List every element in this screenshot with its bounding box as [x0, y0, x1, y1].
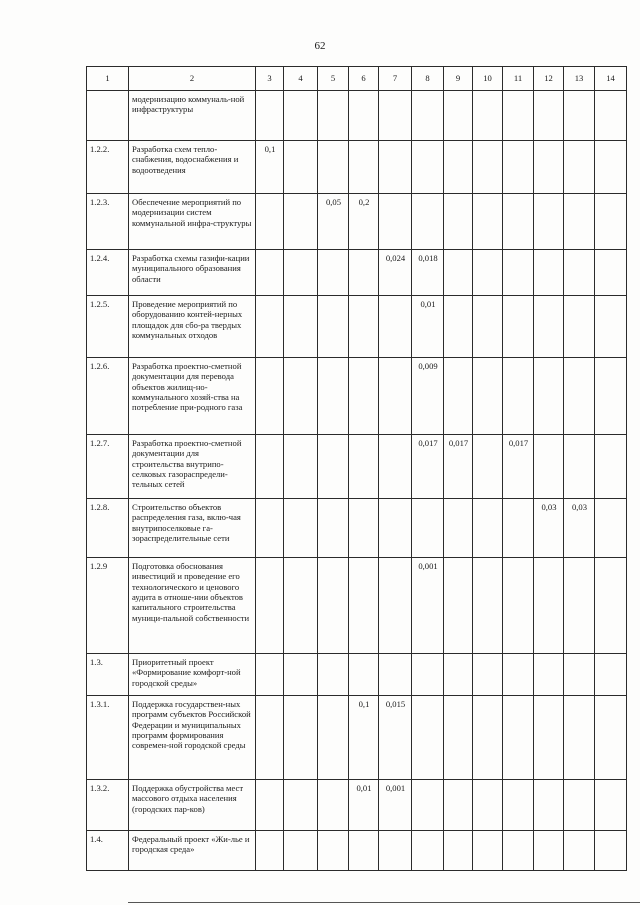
value-cell	[349, 558, 379, 654]
value-cell	[473, 499, 503, 558]
program-table	[86, 66, 627, 871]
value-cell	[595, 141, 627, 194]
value-cell	[534, 696, 564, 780]
value-cell	[473, 91, 503, 141]
value-cell: 0,1	[349, 696, 379, 780]
value-cell	[349, 499, 379, 558]
value-cell	[503, 141, 534, 194]
row-description: Разработка схем тепло-снабжения, водоснабжения и водоотведения	[129, 141, 256, 194]
value-cell	[256, 250, 284, 296]
value-cell: 0,03	[534, 499, 564, 558]
value-cell	[564, 194, 595, 250]
value-cell	[444, 780, 473, 831]
value-cell	[444, 296, 473, 358]
table-row	[87, 558, 627, 654]
value-cell	[473, 780, 503, 831]
value-cell	[534, 780, 564, 831]
value-cell	[379, 194, 412, 250]
table-row	[87, 194, 627, 250]
value-cell	[318, 435, 349, 499]
column-header: 9	[444, 67, 473, 91]
value-cell	[284, 358, 318, 435]
value-cell	[595, 358, 627, 435]
value-cell	[256, 194, 284, 250]
table-row	[87, 358, 627, 435]
row-description: Обеспечение мероприятий по модернизации систем коммунальной инфра-структуры	[129, 194, 256, 250]
table-row	[87, 296, 627, 358]
value-cell	[595, 435, 627, 499]
value-cell	[503, 91, 534, 141]
row-description: Разработка проектно-сметной документации для перевода объектов жилищ-но-коммунального хозяй-ства на потребление при-родного газа	[129, 358, 256, 435]
value-cell	[284, 499, 318, 558]
value-cell: 0,017	[444, 435, 473, 499]
value-cell: 0,01	[349, 780, 379, 831]
value-cell	[503, 558, 534, 654]
row-description: Разработка проектно-сметной документации для строительства внутрипо-селковых газораспредели-тельных сетей	[129, 435, 256, 499]
value-cell	[412, 654, 444, 696]
value-cell	[256, 831, 284, 871]
row-number: 1.3.2.	[87, 780, 129, 831]
row-number: 1.2.7.	[87, 435, 129, 499]
value-cell	[473, 358, 503, 435]
value-cell	[318, 831, 349, 871]
value-cell	[473, 296, 503, 358]
value-cell	[564, 696, 595, 780]
value-cell	[412, 696, 444, 780]
value-cell	[379, 91, 412, 141]
value-cell	[473, 250, 503, 296]
value-cell	[318, 91, 349, 141]
value-cell	[595, 654, 627, 696]
value-cell	[379, 831, 412, 871]
column-header: 6	[349, 67, 379, 91]
value-cell: 0,001	[412, 558, 444, 654]
value-cell	[256, 296, 284, 358]
value-cell	[564, 558, 595, 654]
value-cell	[349, 91, 379, 141]
value-cell	[256, 91, 284, 141]
column-header: 11	[503, 67, 534, 91]
value-cell	[256, 358, 284, 435]
value-cell: 0,024	[379, 250, 412, 296]
value-cell	[379, 141, 412, 194]
row-description: Приоритетный проект «Формирование комфорт-ной городской среды»	[129, 654, 256, 696]
column-header: 2	[129, 67, 256, 91]
value-cell	[349, 654, 379, 696]
value-cell	[256, 654, 284, 696]
table-row	[87, 91, 627, 141]
value-cell	[444, 499, 473, 558]
value-cell	[473, 831, 503, 871]
value-cell	[534, 194, 564, 250]
value-cell: 0,1	[256, 141, 284, 194]
value-cell	[595, 91, 627, 141]
value-cell	[412, 194, 444, 250]
value-cell	[444, 194, 473, 250]
value-cell	[318, 250, 349, 296]
value-cell	[256, 558, 284, 654]
column-header: 12	[534, 67, 564, 91]
value-cell	[412, 780, 444, 831]
value-cell: 0,01	[412, 296, 444, 358]
value-cell	[444, 831, 473, 871]
page-bottom-rule	[128, 902, 640, 903]
value-cell	[349, 831, 379, 871]
value-cell	[595, 780, 627, 831]
table-row	[87, 831, 627, 871]
column-header: 1	[87, 67, 129, 91]
value-cell	[256, 780, 284, 831]
value-cell	[284, 558, 318, 654]
value-cell	[503, 696, 534, 780]
value-cell	[284, 141, 318, 194]
value-cell	[503, 780, 534, 831]
value-cell	[379, 358, 412, 435]
value-cell	[503, 358, 534, 435]
value-cell	[564, 141, 595, 194]
value-cell	[284, 296, 318, 358]
value-cell	[256, 696, 284, 780]
value-cell	[534, 141, 564, 194]
value-cell	[534, 250, 564, 296]
row-description: Строительство объектов распределения газа, вклю-чая внутрипоселковые га-зораспределительные сети	[129, 499, 256, 558]
value-cell: 0,017	[412, 435, 444, 499]
value-cell	[534, 358, 564, 435]
column-header: 7	[379, 67, 412, 91]
value-cell	[595, 696, 627, 780]
table-body	[87, 67, 627, 871]
value-cell	[503, 194, 534, 250]
value-cell	[444, 141, 473, 194]
value-cell	[284, 91, 318, 141]
value-cell	[503, 654, 534, 696]
row-number: 1.2.4.	[87, 250, 129, 296]
value-cell	[318, 141, 349, 194]
header-row	[87, 67, 627, 91]
value-cell: 0,015	[379, 696, 412, 780]
row-description: Поддержка государствен-ных программ субъектов Российской Федерации и муниципальных программ формирования современ-ной городской среды	[129, 696, 256, 780]
value-cell	[379, 499, 412, 558]
value-cell	[503, 831, 534, 871]
value-cell	[564, 654, 595, 696]
value-cell	[503, 296, 534, 358]
table-row	[87, 250, 627, 296]
row-description: модернизацию коммуналь-ной инфраструктуры	[129, 91, 256, 141]
value-cell	[349, 296, 379, 358]
value-cell	[473, 696, 503, 780]
row-number: 1.3.1.	[87, 696, 129, 780]
page-number: 62	[314, 40, 326, 52]
row-description: Федеральный проект «Жи-лье и городская среда»	[129, 831, 256, 871]
value-cell	[503, 250, 534, 296]
value-cell	[473, 194, 503, 250]
value-cell	[595, 499, 627, 558]
table-row	[87, 780, 627, 831]
value-cell	[284, 194, 318, 250]
value-cell	[534, 91, 564, 141]
value-cell	[444, 250, 473, 296]
value-cell	[379, 558, 412, 654]
value-cell	[284, 654, 318, 696]
row-number: 1.2.2.	[87, 141, 129, 194]
value-cell	[256, 499, 284, 558]
value-cell	[284, 831, 318, 871]
value-cell	[564, 435, 595, 499]
table-row	[87, 654, 627, 696]
value-cell: 0,03	[564, 499, 595, 558]
column-header: 14	[595, 67, 627, 91]
value-cell	[534, 558, 564, 654]
value-cell	[503, 499, 534, 558]
column-header: 4	[284, 67, 318, 91]
value-cell: 0,009	[412, 358, 444, 435]
column-header: 13	[564, 67, 595, 91]
value-cell	[349, 141, 379, 194]
row-number: 1.2.5.	[87, 296, 129, 358]
row-number: 1.2.8.	[87, 499, 129, 558]
value-cell	[595, 296, 627, 358]
value-cell	[595, 558, 627, 654]
value-cell	[564, 250, 595, 296]
value-cell	[473, 141, 503, 194]
value-cell	[412, 831, 444, 871]
value-cell	[444, 558, 473, 654]
column-header: 10	[473, 67, 503, 91]
value-cell	[256, 435, 284, 499]
value-cell	[564, 296, 595, 358]
value-cell	[595, 250, 627, 296]
value-cell	[379, 296, 412, 358]
value-cell	[564, 358, 595, 435]
value-cell	[349, 435, 379, 499]
value-cell	[284, 250, 318, 296]
value-cell	[444, 654, 473, 696]
value-cell	[473, 654, 503, 696]
row-description: Разработка схемы газифи-кации муниципального образования области	[129, 250, 256, 296]
value-cell	[534, 654, 564, 696]
row-number: 1.2.3.	[87, 194, 129, 250]
value-cell	[318, 780, 349, 831]
value-cell	[444, 358, 473, 435]
value-cell	[564, 91, 595, 141]
value-cell	[318, 499, 349, 558]
table-row	[87, 696, 627, 780]
value-cell	[284, 780, 318, 831]
row-description: Подготовка обоснования инвестиций и проведение его технологического и ценового аудита в отноше-нии объектов капитального строительства муници-пальной собственности	[129, 558, 256, 654]
row-number: 1.3.	[87, 654, 129, 696]
value-cell	[534, 296, 564, 358]
value-cell	[473, 435, 503, 499]
table-row	[87, 499, 627, 558]
value-cell	[595, 831, 627, 871]
value-cell: 0,017	[503, 435, 534, 499]
value-cell	[318, 654, 349, 696]
value-cell	[412, 91, 444, 141]
value-cell	[318, 358, 349, 435]
row-description: Поддержка обустройства мест массового отдыха населения (городских пар-ков)	[129, 780, 256, 831]
value-cell	[349, 358, 379, 435]
value-cell	[534, 435, 564, 499]
value-cell: 0,2	[349, 194, 379, 250]
table-row	[87, 435, 627, 499]
value-cell	[318, 696, 349, 780]
value-cell: 0,001	[379, 780, 412, 831]
value-cell	[379, 435, 412, 499]
column-header: 3	[256, 67, 284, 91]
column-header: 8	[412, 67, 444, 91]
value-cell	[412, 499, 444, 558]
value-cell	[284, 696, 318, 780]
row-number: 1.2.6.	[87, 358, 129, 435]
value-cell	[534, 831, 564, 871]
column-header: 5	[318, 67, 349, 91]
value-cell	[564, 831, 595, 871]
value-cell	[473, 558, 503, 654]
row-description: Проведение мероприятий по оборудованию контей-нерных площадок для сбо-ра твердых коммунальных отходов	[129, 296, 256, 358]
value-cell	[412, 141, 444, 194]
value-cell: 0,018	[412, 250, 444, 296]
table-row	[87, 141, 627, 194]
row-number: 1.2.9	[87, 558, 129, 654]
value-cell	[564, 780, 595, 831]
value-cell	[318, 296, 349, 358]
value-cell	[284, 435, 318, 499]
value-cell	[349, 250, 379, 296]
value-cell	[444, 696, 473, 780]
value-cell: 0,05	[318, 194, 349, 250]
value-cell	[444, 91, 473, 141]
value-cell	[318, 558, 349, 654]
row-number	[87, 91, 129, 141]
value-cell	[595, 194, 627, 250]
value-cell	[379, 654, 412, 696]
row-number: 1.4.	[87, 831, 129, 871]
